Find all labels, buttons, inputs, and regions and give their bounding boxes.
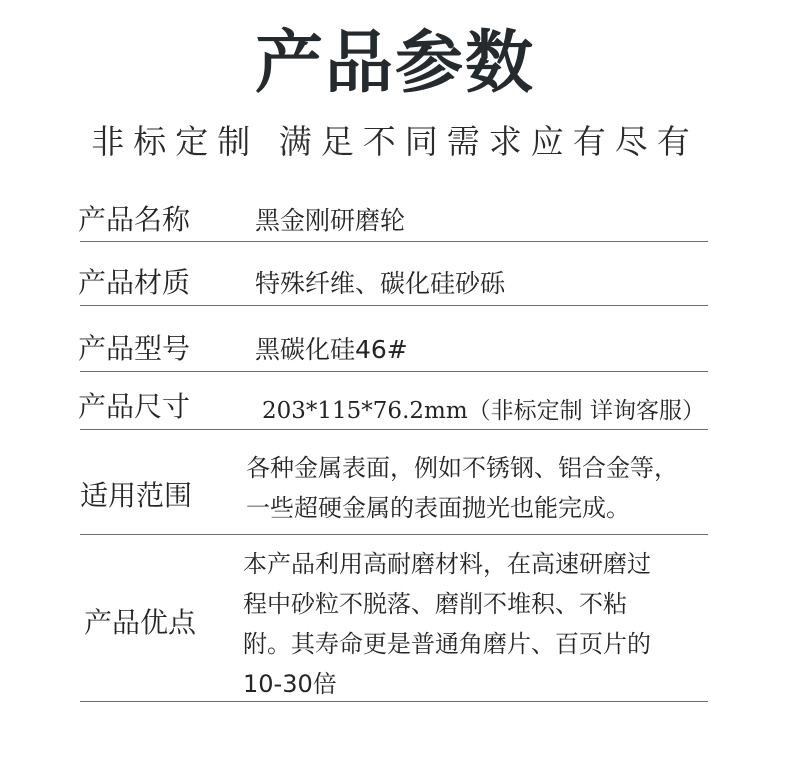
row-divider bbox=[80, 241, 708, 242]
row-divider bbox=[80, 429, 708, 430]
spec-label-name: 产品名称 bbox=[78, 203, 191, 236]
spec-value-material: 特殊纤维、碳化硅砂砾 bbox=[255, 269, 506, 298]
spec-label-usage: 适用范围 bbox=[80, 479, 193, 512]
spec-value-advantages-line: 本产品利用高耐磨材料，在高速研磨过 bbox=[243, 550, 651, 578]
spec-label-size: 产品尺寸 bbox=[78, 390, 191, 423]
row-divider bbox=[80, 701, 708, 702]
page-subtitle: 非标定制 满足不同需求应有尽有 bbox=[91, 122, 699, 161]
spec-value-advantages-line: 10-30倍 bbox=[243, 670, 337, 698]
spec-value-model: 黑碳化硅46# bbox=[255, 335, 408, 364]
spec-value-name: 黑金刚研磨轮 bbox=[255, 206, 406, 235]
row-divider bbox=[80, 305, 708, 306]
spec-value-advantages-line: 附。其寿命更是普通角磨片、百页片的 bbox=[243, 630, 651, 658]
spec-label-material: 产品材质 bbox=[78, 266, 191, 299]
spec-value-usage-line: 一些超硬金属的表面抛光也能完成。 bbox=[246, 494, 630, 522]
spec-value-advantages-line: 程中砂粒不脱落、磨削不堆积、不粘 bbox=[243, 590, 627, 618]
spec-value-usage-line: 各种金属表面，例如不锈钢、铝合金等， bbox=[246, 454, 678, 482]
spec-value-advantages bbox=[243, 544, 651, 704]
row-divider bbox=[80, 371, 708, 372]
row-divider bbox=[80, 534, 708, 535]
spec-label-model: 产品型号 bbox=[78, 332, 191, 365]
spec-label-advantages: 产品优点 bbox=[84, 606, 197, 639]
spec-value-usage bbox=[246, 448, 678, 528]
page-title: 产品参数 bbox=[254, 24, 535, 103]
spec-value-size: 203*115*76.2mm（非标定制 详询客服） bbox=[262, 398, 705, 424]
